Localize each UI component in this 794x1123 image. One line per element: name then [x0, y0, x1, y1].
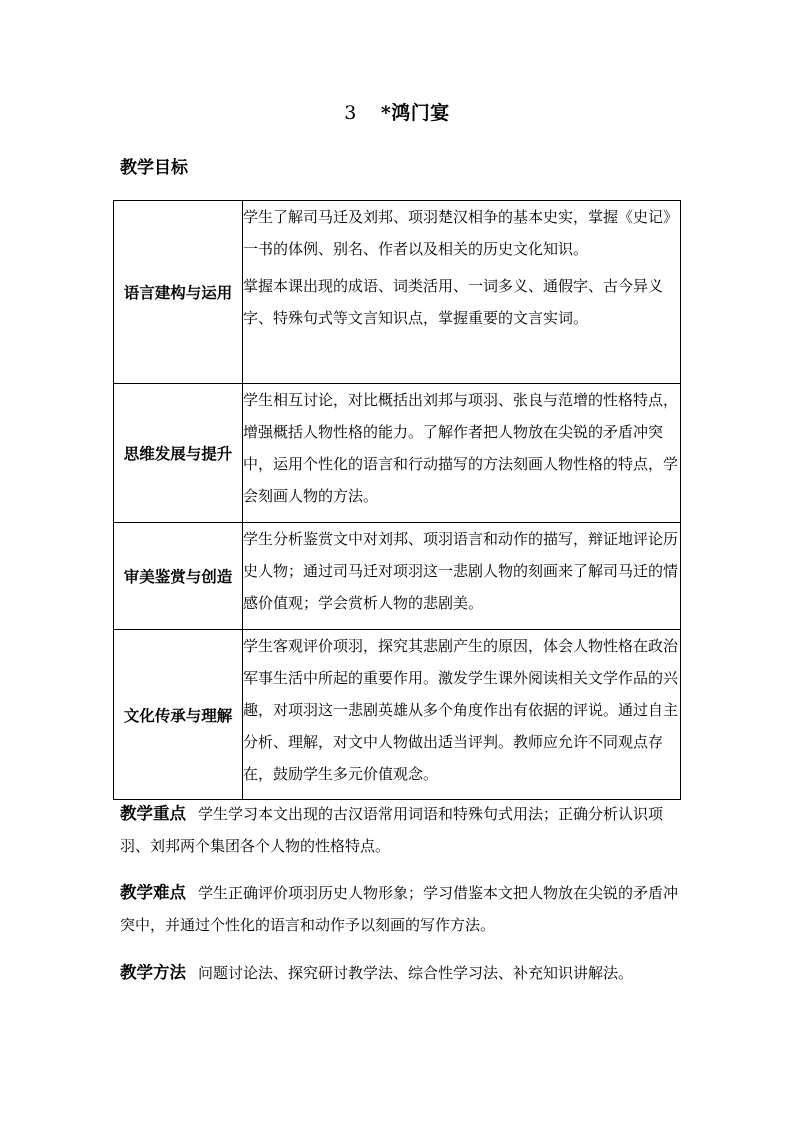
page-title: [0, 98, 794, 125]
goal-label: 思维发展与提升: [114, 384, 243, 523]
goal-description: [243, 384, 681, 523]
methods-paragraph: [120, 957, 710, 989]
goal-label: 语言建构与运用: [114, 201, 243, 384]
goal-paragraph: 学生客观评价项羽，探究其悲剧产生的原因，体会人物性格在政治军事生活中所起的重要作用。激发学生课外阅读相关文学作品的兴趣，对项羽这一悲剧英雄从多个角度作出有依据的评说。通过自主分析、理解，对文中人物做出适当评判。教师应允许不同观点存在，鼓励学生多元价值观念。: [243, 637, 679, 783]
table-row: [114, 201, 681, 384]
goal-paragraph: 学生了解司马迁及刘邦、项羽楚汉相争的基本史实，掌握《史记》一书的体例、别名、作者以及相关的历史文化知识。: [243, 208, 679, 258]
goal-label: 文化传承与理解: [114, 630, 243, 800]
table-row: [114, 523, 681, 630]
goal-paragraph: 学生相互讨论，对比概括出刘邦与项羽、张良与范增的性格特点，增强概括人物性格的能力。了解作者把人物放在尖锐的矛盾冲突中，运用个性化的语言和行动描写的方法刻画人物性格的特点，学会刻画人物的方法。: [243, 391, 679, 505]
lesson-number: 3: [344, 102, 357, 124]
difficulties-text: 学生正确评价项羽历史人物形象；学习借鉴本文把人物放在尖锐的矛盾冲突中，并通过个性化的语言和动作予以刻画的写作方法。: [120, 884, 679, 934]
methods-label: 教学方法: [120, 963, 186, 982]
difficulties-label: 教学难点: [120, 883, 186, 902]
goal-paragraph: 学生分析鉴赏文中对刘邦、项羽语言和动作的描写，辩证地评论历史人物；通过司马迁对项羽这一悲剧人物的刻画来了解司马迁的情感价值观；学会赏析人物的悲剧美。: [243, 530, 679, 612]
goals-table: [113, 200, 681, 800]
goal-paragraph: 掌握本课出现的成语、词类活用、一词多义、通假字、古今异义字、特殊句式等文言知识点，掌握重要的文言实词。: [243, 277, 664, 327]
goal-label: 审美鉴赏与创造: [114, 523, 243, 630]
goal-description: [243, 630, 681, 800]
goal-description: [243, 523, 681, 630]
key-points-paragraph: [120, 798, 690, 862]
methods-text: 问题讨论法、探究研讨教学法、综合性学习法、补充知识讲解法。: [198, 964, 634, 982]
goals-heading: 教学目标: [120, 158, 188, 178]
difficulties-paragraph: [120, 877, 690, 941]
key-points-text: 学生学习本文出现的古汉语常用词语和特殊句式用法；正确分析认识项羽、刘邦两个集团各个人物的性格特点。: [120, 805, 664, 855]
table-row: [114, 384, 681, 523]
goal-description: [243, 201, 681, 384]
table-row: [114, 630, 681, 800]
key-points-label: 教学重点: [120, 804, 186, 823]
lesson-title: *鸿门宴: [380, 102, 450, 124]
